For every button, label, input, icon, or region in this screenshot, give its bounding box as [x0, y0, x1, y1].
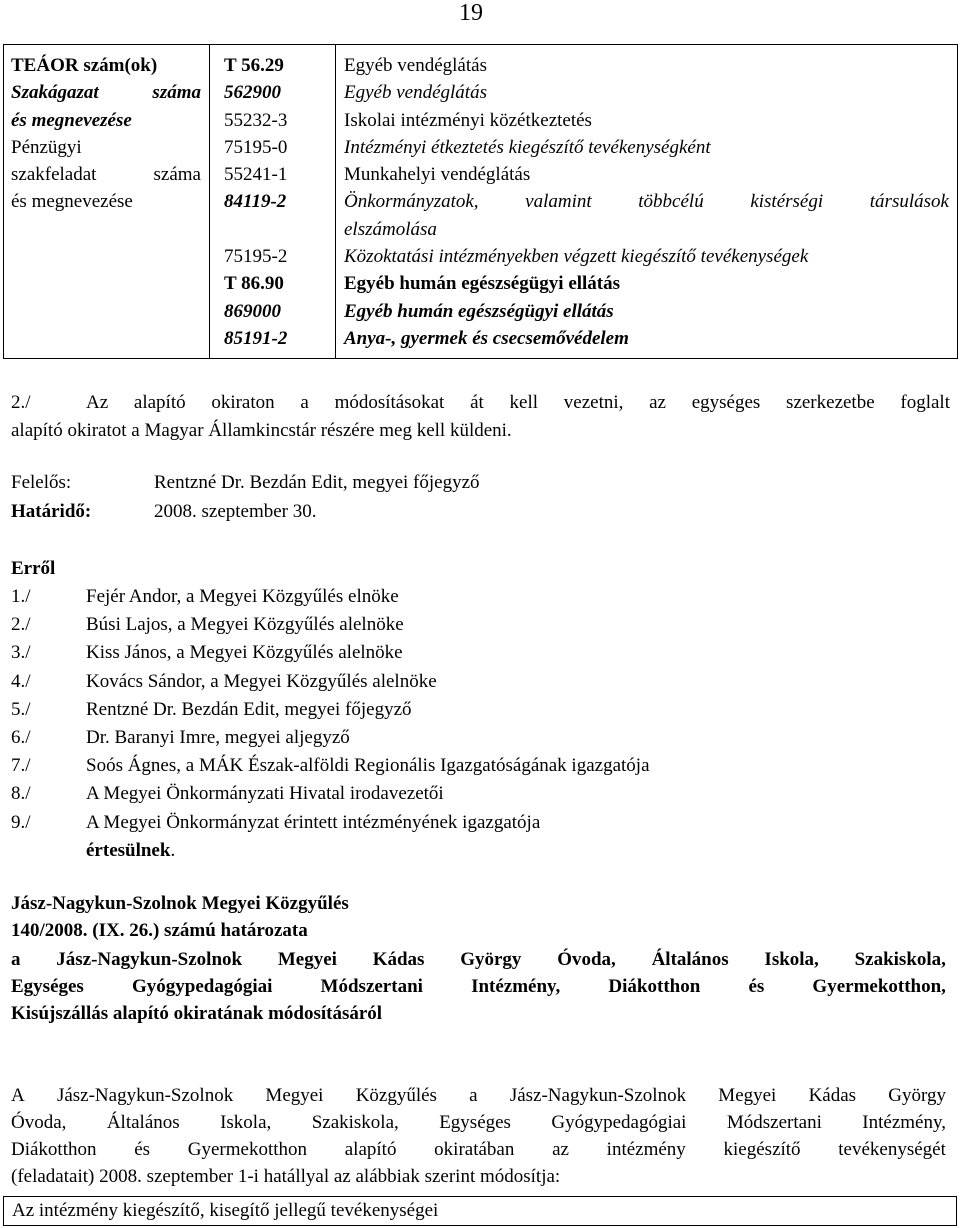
notify-item-number: 8./ [11, 783, 31, 805]
code-line: T 56.29 [224, 55, 284, 76]
label-line: és megnevezése [11, 191, 133, 213]
notify-item-number: 1./ [11, 586, 31, 607]
code-line: 75195-0 [224, 136, 288, 158]
resolution-title-1 [11, 949, 946, 971]
resolution-body: Jász-Nagykun-Szolnok Megyei Közgyűlés [11, 893, 349, 914]
notify-item-number: 6./ [11, 727, 31, 748]
word: vezetni, [563, 392, 624, 413]
word: Gyógypedagógiai [551, 1112, 687, 1133]
notify-item-number: 7./ [11, 755, 31, 777]
deadline-label: Határidő: [11, 501, 92, 522]
word: Szakiskola, [311, 1112, 399, 1133]
resolution-title-2 [11, 976, 946, 998]
notify-item-text: Kiss János, a Megyei Közgyűlés alelnöke [86, 642, 403, 664]
word: száma [152, 82, 201, 104]
word: okiraton [211, 392, 275, 413]
description-line: Egyéb vendéglátás [344, 82, 487, 104]
word: Megyei [277, 949, 337, 970]
responsible-value: Rentzné Dr. Bezdán Edit, megyei főjegyző [154, 472, 480, 493]
word: egységes [691, 392, 761, 413]
paragraph-line2 [11, 1112, 946, 1134]
resolution-number: 140/2008. (IX. 26.) számú határozata [11, 920, 308, 941]
label-line: TEÁOR szám(ok) [11, 55, 158, 76]
page-number: 19 [459, 0, 483, 26]
word: intézmény [606, 1139, 686, 1160]
word: foglalt [900, 392, 950, 413]
notify-item-number: 9./ [11, 811, 31, 833]
word: Intézmény, [862, 1112, 946, 1133]
word: az [552, 1139, 569, 1160]
word: és [134, 1139, 151, 1160]
notify-closing-punct: . [170, 840, 176, 861]
code-line: 869000 [224, 300, 281, 322]
code-line: T 86.90 [224, 273, 284, 295]
word: Megyei [265, 1085, 324, 1106]
word: Kádas [808, 1085, 857, 1106]
word: Önkormányzatok, [344, 191, 479, 213]
description-line: elszámolása [344, 218, 437, 240]
paragraph-line4: (feladatait) 2008. szeptember 1-i hatállyal az alábbiak szerint módosítja: [11, 1166, 561, 1187]
item2-number: 2./ [11, 392, 31, 413]
word: Általános [651, 949, 729, 970]
resolution-title-3: Kisújszállás alapító okiratának módosításáról [11, 1003, 383, 1024]
notify-closing [86, 840, 175, 862]
word: Egységes [439, 1112, 511, 1133]
word: Óvoda, [557, 949, 616, 970]
notify-item-text: Rentzné Dr. Bezdán Edit, megyei főjegyző [86, 698, 412, 720]
label-line [11, 161, 201, 188]
word: Egységes [11, 976, 84, 997]
paragraph-line3-text [11, 1139, 946, 1161]
label-line: Pénzügyi [11, 136, 82, 158]
code-line: 85191-2 [224, 327, 288, 349]
paragraph-line3 [11, 1139, 946, 1161]
word: Megyei [718, 1085, 777, 1106]
word: Diákotthon [608, 976, 701, 997]
word: Intézmény, [471, 976, 561, 997]
word: Szakiskola, [854, 949, 946, 970]
word: tevékenységét [838, 1139, 946, 1160]
description-line: Közoktatási intézményekben végzett kiegészítő tevékenységek [344, 246, 809, 268]
label-line: és megnevezése [11, 109, 132, 131]
description-line [344, 188, 949, 215]
word: alapító [133, 392, 186, 413]
activities-box [3, 1196, 957, 1226]
table-col-codes [210, 45, 336, 359]
word: szerkezetbe [786, 392, 875, 413]
resolution-title-1-text [11, 949, 946, 971]
paragraph-line1-text [11, 1085, 946, 1107]
notify-item-number: 5./ [11, 698, 31, 720]
word: Gyógypedagógiai [131, 976, 273, 997]
notify-item-text: Kovács Sándor, a Megyei Közgyűlés alelnöke [86, 670, 437, 692]
word: Iskola, [220, 1112, 272, 1133]
notify-item-text: A Megyei Önkormányzat érintett intézményének igazgatója [86, 811, 541, 833]
item2-line2: alapító okiratot a Magyar Államkincstár részére meg kell küldeni. [11, 420, 512, 441]
paragraph-line1 [11, 1085, 946, 1107]
word: Módszertani [320, 976, 423, 997]
word: szakfeladat [11, 164, 97, 186]
description-line: Intézményi étkeztetés kiegészítő tevékenységként [344, 136, 711, 158]
word: többcélú [638, 191, 704, 213]
item2-line1 [86, 392, 950, 414]
word: a [469, 1085, 478, 1106]
label-line [11, 79, 201, 106]
description-line: Egyéb humán egészségügyi ellátás [344, 300, 614, 322]
word: Módszertani [726, 1112, 822, 1133]
description-line: Egyéb humán egészségügyi ellátás [344, 273, 621, 295]
teaor-table [3, 44, 958, 359]
resolution-title-2-text [11, 976, 946, 998]
word: társulások [869, 191, 949, 213]
notify-item-text: Soós Ágnes, a MÁK Észak-alföldi Regionális Igazgatóságának igazgatója [86, 755, 650, 777]
notify-closing-word: értesülnek [86, 840, 171, 861]
word: György [460, 949, 522, 970]
word: Kádas [372, 949, 425, 970]
word: György [888, 1085, 946, 1106]
word: Közgyűlés [355, 1085, 437, 1106]
item2-line1-text [86, 392, 950, 414]
word: kell [509, 392, 539, 413]
notify-item-number: 3./ [11, 642, 31, 664]
notify-item-text: Dr. Baranyi Imre, megyei aljegyző [86, 727, 350, 748]
word: alapító [344, 1139, 397, 1160]
description-line: Iskolai intézményi közétkeztetés [344, 109, 592, 131]
table-col-descriptions [336, 45, 958, 359]
code-line: 75195-2 [224, 246, 288, 268]
code-line: 84119-2 [224, 191, 287, 213]
word: Diákotthon [11, 1139, 97, 1160]
notify-heading: Erről [11, 558, 56, 579]
description-line: Egyéb vendéglátás [344, 55, 487, 76]
word: Iskola, [764, 949, 819, 970]
paragraph-line2-text [11, 1112, 946, 1134]
word: okiratában [434, 1139, 515, 1160]
word: Jász-Nagykun-Szolnok [56, 949, 243, 970]
deadline-value: 2008. szeptember 30. [154, 501, 317, 522]
word: és [748, 976, 765, 997]
notify-item-number: 4./ [11, 670, 31, 692]
word: a [11, 949, 21, 970]
word: Gyermekotthon, [812, 976, 946, 997]
word: Gyermekotthon [187, 1139, 308, 1160]
description-line: Munkahelyi vendéglátás [344, 164, 531, 186]
word: módosításokat [334, 392, 445, 413]
code-line: 55232-3 [224, 109, 288, 131]
word: Általános [106, 1112, 180, 1133]
word: Az [86, 392, 109, 413]
word: A [11, 1085, 25, 1106]
word: Jász-Nagykun-Szolnok [509, 1085, 687, 1106]
word: kiegészítő [723, 1139, 801, 1160]
word: száma [153, 164, 201, 186]
word: Jász-Nagykun-Szolnok [56, 1085, 234, 1106]
code-line [224, 216, 331, 243]
word: Szakágazat [11, 82, 99, 104]
notify-item-text: Fejér Andor, a Megyei Közgyűlés elnöke [86, 586, 399, 607]
notify-item-number: 2./ [11, 614, 31, 636]
word: Óvoda, [11, 1112, 67, 1133]
notify-item-text: A Megyei Önkormányzati Hivatal irodavezetői [86, 783, 444, 805]
word: a [300, 392, 309, 413]
word: valamint [525, 191, 592, 213]
word: kistérségi [750, 191, 824, 213]
word: az [649, 392, 666, 413]
description-line: Anya-, gyermek és csecsemővédelem [344, 327, 629, 349]
activities-box-text: Az intézmény kiegészítő, kisegítő jellegű tevékenységei [12, 1200, 439, 1221]
table-col-labels [4, 45, 210, 359]
word: át [470, 392, 484, 413]
code-line: 55241-1 [224, 164, 288, 186]
responsible-label: Felelős: [11, 472, 72, 493]
code-line: 562900 [224, 82, 281, 104]
notify-item-text: Búsi Lajos, a Megyei Közgyűlés alelnöke [86, 614, 404, 636]
